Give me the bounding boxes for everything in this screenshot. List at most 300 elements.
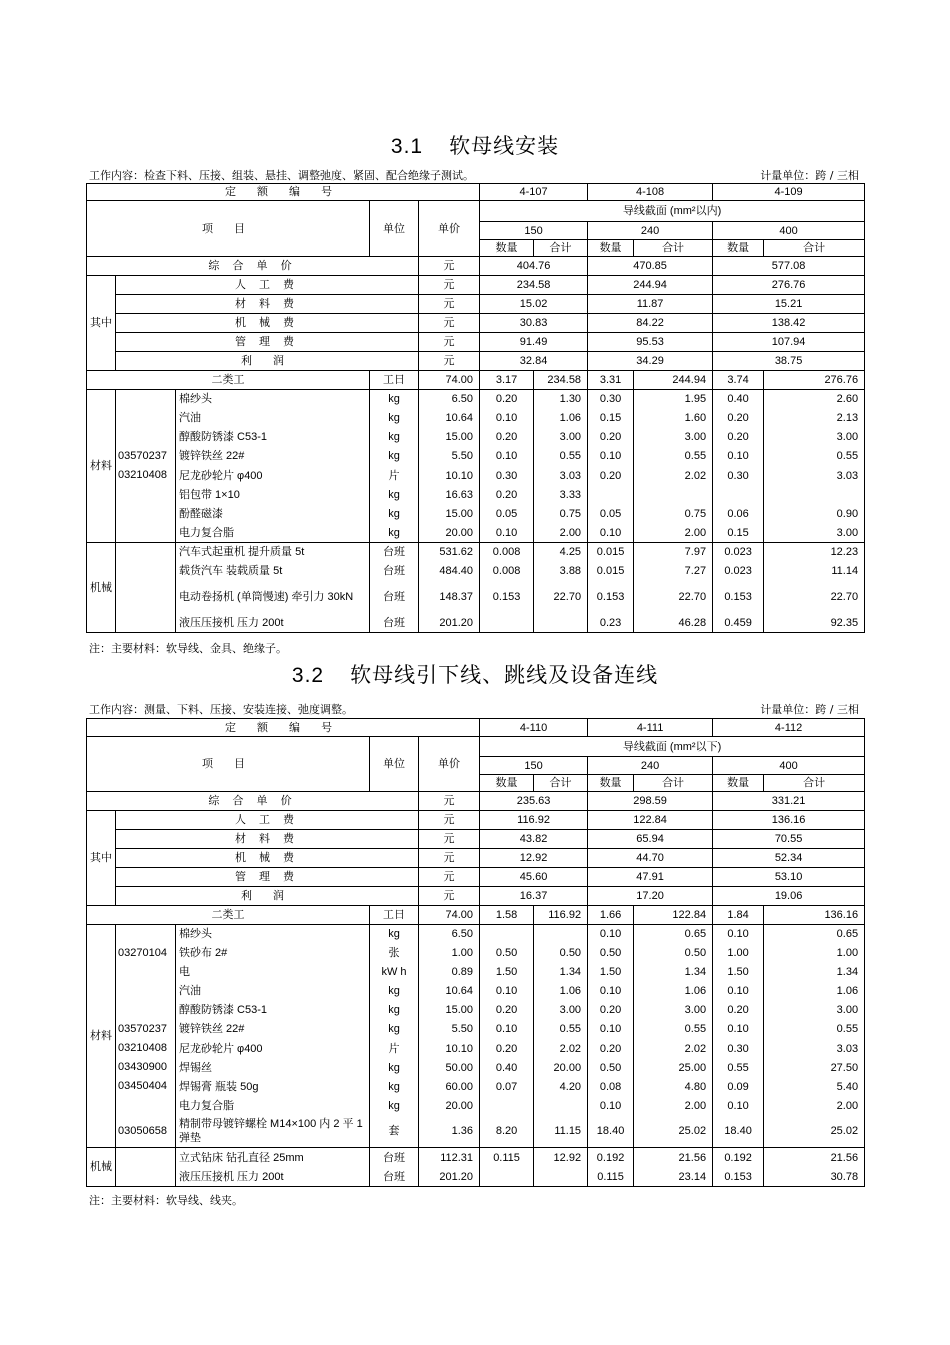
work-content: 工作内容：测量、下料、压接、安装连接、弛度调整。 <box>89 703 353 716</box>
resource-name: 汽油 <box>176 982 370 1001</box>
resource-qty: 0.10 <box>588 982 634 1001</box>
resource-qty <box>480 1167 534 1187</box>
resource-sum: 3.03 <box>764 466 865 485</box>
resource-unit: kg <box>370 1077 419 1096</box>
resource-price: 148.37 <box>419 581 480 613</box>
resource-qty: 0.30 <box>480 466 534 485</box>
resource-sum: 3.00 <box>534 1001 588 1020</box>
resource-qty: 0.023 <box>713 543 764 562</box>
resource-qty: 0.20 <box>480 428 534 447</box>
resource-code <box>116 409 175 428</box>
qty-header: 数量 <box>713 240 764 257</box>
resource-sum: 2.00 <box>764 1096 865 1115</box>
resource-price: 20.00 <box>419 523 480 542</box>
resource-qty: 0.30 <box>713 466 764 485</box>
resource-sum: 11.14 <box>764 562 865 581</box>
resource-qty: 0.20 <box>713 428 764 447</box>
resource-qty: 0.153 <box>713 581 764 613</box>
quota-code: 4-112 <box>713 719 865 737</box>
sum-header: 合计 <box>764 240 865 257</box>
resource-code <box>116 428 175 447</box>
resource-qty: 0.20 <box>480 1001 534 1020</box>
size-value: 400 <box>713 222 865 240</box>
quota-code-row <box>87 184 865 201</box>
resource-qty: 0.20 <box>588 1001 634 1020</box>
resource-qty: 0.23 <box>588 613 634 632</box>
resource-unit: kg <box>370 447 419 466</box>
resource-qty: 0.10 <box>713 925 764 944</box>
resource-sum: 1.00 <box>764 944 865 963</box>
resource-qty: 0.008 <box>480 543 534 562</box>
resource-sum: 2.13 <box>764 409 865 428</box>
resource-qty: 0.10 <box>480 1020 534 1039</box>
resource-name: 酚醛磁漆 <box>176 504 370 523</box>
resource-sum: 21.56 <box>634 1148 713 1168</box>
resource-name: 液压压接机 压力 200t <box>176 613 370 632</box>
breakdown-row: 机 械 费 元 12.92 44.70 52.34 <box>87 849 865 868</box>
resource-qty: 0.008 <box>480 562 534 581</box>
sum-header: 合计 <box>534 775 588 792</box>
category-label: 机械 <box>87 1148 116 1187</box>
quota-code: 4-107 <box>480 184 588 201</box>
resource-price: 6.50 <box>419 925 480 944</box>
resource-name: 汽车式起重机 提升质量 5t <box>176 543 370 562</box>
resource-qty: 0.20 <box>480 485 534 504</box>
resource-sum: 7.97 <box>634 543 713 562</box>
resource-unit: 台班 <box>370 613 419 632</box>
resource-row <box>87 447 865 466</box>
resource-sum: 1.34 <box>634 963 713 982</box>
quota-no-label: 定 额 编 号 <box>224 186 342 198</box>
resource-sum: 3.88 <box>534 562 588 581</box>
resource-code <box>116 982 175 1001</box>
resource-sum: 25.02 <box>764 1115 865 1147</box>
resource-qty: 0.20 <box>588 1039 634 1058</box>
resource-sum: 3.00 <box>764 1001 865 1020</box>
quota-code-row <box>87 719 865 737</box>
resource-sum: 25.02 <box>634 1115 713 1147</box>
resource-qty: 0.10 <box>713 1096 764 1115</box>
resource-code: 03450404 <box>118 1080 167 1092</box>
resource-qty: 0.20 <box>713 409 764 428</box>
resource-code: 03270104 <box>118 947 167 959</box>
resource-sum: 4.20 <box>534 1077 588 1096</box>
section-title <box>0 659 950 689</box>
qty-header: 数量 <box>480 240 534 257</box>
resource-unit: 台班 <box>370 562 419 581</box>
resource-qty: 1.50 <box>480 963 534 982</box>
resource-code <box>116 1167 175 1186</box>
resource-qty: 0.10 <box>480 523 534 542</box>
resource-qty: 0.05 <box>588 504 634 523</box>
breakdown-row: 管 理 费 元 45.60 47.91 53.10 <box>87 868 865 887</box>
resource-row <box>87 925 865 944</box>
resource-sum <box>534 1167 588 1187</box>
resource-qty: 0.30 <box>588 390 634 409</box>
work-content: 工作内容：检查下料、压接、组装、悬挂、调整弛度、紧固、配合绝缘子测试。 <box>89 169 474 182</box>
resource-qty: 0.15 <box>588 409 634 428</box>
resource-qty: 0.50 <box>588 944 634 963</box>
resource-price: 201.20 <box>419 1167 480 1187</box>
composite-price-row: 综 合 单 价 元 235.63 298.59 331.21 <box>87 792 865 811</box>
resource-unit: kg <box>370 409 419 428</box>
qty-header: 数量 <box>588 240 634 257</box>
resource-row <box>87 1096 865 1115</box>
resource-price: 112.31 <box>419 1148 480 1168</box>
resource-sum: 2.00 <box>634 523 713 542</box>
resource-qty: 0.09 <box>713 1077 764 1096</box>
resource-sum: 1.60 <box>634 409 713 428</box>
resource-price: 201.20 <box>419 613 480 632</box>
category-label: 机械 <box>87 543 116 633</box>
resource-sum: 2.60 <box>764 390 865 409</box>
resource-unit: kg <box>370 504 419 523</box>
size-value: 240 <box>588 222 713 240</box>
quota-code: 4-109 <box>713 184 865 201</box>
resource-code <box>116 925 175 944</box>
section-title-text: 软母线安装 <box>449 134 560 158</box>
resource-qty: 0.06 <box>713 504 764 523</box>
resource-qty: 0.30 <box>713 1039 764 1058</box>
resource-row <box>87 963 865 982</box>
size-value: 400 <box>713 757 865 775</box>
resource-code <box>116 485 175 504</box>
resource-qty: 0.15 <box>713 523 764 542</box>
category-label: 材料 <box>87 925 116 1148</box>
resource-sum: 0.55 <box>634 447 713 466</box>
resource-qty: 0.20 <box>713 1001 764 1020</box>
resource-name: 汽油 <box>176 409 370 428</box>
breakdown-row: 机 械 费 元 30.83 84.22 138.42 <box>87 314 865 333</box>
resource-name: 铝包带 1×10 <box>176 485 370 504</box>
resource-price: 5.50 <box>419 447 480 466</box>
resource-code: 03210408 <box>118 469 167 481</box>
resource-code <box>116 562 175 581</box>
resource-sum: 22.70 <box>534 581 588 613</box>
resource-code: 03050658 <box>118 1125 167 1137</box>
resource-price: 6.50 <box>419 390 480 409</box>
resource-row <box>87 1148 865 1168</box>
resource-sum: 20.00 <box>534 1058 588 1077</box>
resource-price: 15.00 <box>419 428 480 447</box>
resource-qty: 18.40 <box>713 1115 764 1147</box>
resource-unit: 片 <box>370 466 419 485</box>
resource-qty: 0.459 <box>713 613 764 632</box>
resource-sum: 1.06 <box>534 982 588 1001</box>
resource-sum: 1.06 <box>764 982 865 1001</box>
resource-qty: 0.10 <box>713 447 764 466</box>
resource-qty: 0.115 <box>480 1148 534 1168</box>
resource-price: 10.10 <box>419 1039 480 1058</box>
group-label: 其中 <box>87 276 116 371</box>
resource-code <box>116 504 175 523</box>
resource-sum: 3.00 <box>534 428 588 447</box>
resource-price: 10.64 <box>419 409 480 428</box>
qty-header: 数量 <box>713 775 764 792</box>
resource-sum: 3.03 <box>534 466 588 485</box>
resource-sum: 30.78 <box>764 1167 865 1187</box>
resource-sum <box>764 485 865 504</box>
resource-name: 载货汽车 装载质量 5t <box>176 562 370 581</box>
resource-sum: 0.65 <box>764 925 865 944</box>
section-title-text: 软母线引下线、跳线及设备连线 <box>350 663 659 687</box>
code-column <box>116 1148 176 1187</box>
resource-name: 电 <box>176 963 370 982</box>
resource-name: 电力复合脂 <box>176 523 370 542</box>
resource-qty: 8.20 <box>480 1115 534 1147</box>
resource-name: 铁砂布 2# <box>176 944 370 963</box>
resource-qty: 0.015 <box>588 543 634 562</box>
resource-name: 焊锡膏 瓶装 50g <box>176 1077 370 1096</box>
size-value: 150 <box>480 222 588 240</box>
section-meta <box>89 701 859 717</box>
resource-sum: 25.00 <box>634 1058 713 1077</box>
resource-sum: 27.50 <box>764 1058 865 1077</box>
resource-name: 醇酸防锈漆 C53-1 <box>176 1001 370 1020</box>
resource-qty: 0.10 <box>588 1096 634 1115</box>
resource-sum: 21.56 <box>764 1148 865 1168</box>
section-title <box>0 130 950 160</box>
resource-qty: 1.50 <box>588 963 634 982</box>
resource-price: 0.89 <box>419 963 480 982</box>
resource-row <box>87 1167 865 1187</box>
resource-qty: 0.023 <box>713 562 764 581</box>
section-number: 3.1 <box>390 135 424 158</box>
quota-table <box>86 183 865 633</box>
resource-sum: 22.70 <box>634 581 713 613</box>
resource-qty <box>480 925 534 944</box>
resource-qty <box>713 485 764 504</box>
resource-qty: 1.50 <box>713 963 764 982</box>
resource-sum: 0.75 <box>534 504 588 523</box>
size-value: 240 <box>588 757 713 775</box>
resource-price: 1.00 <box>419 944 480 963</box>
resource-sum: 0.50 <box>534 944 588 963</box>
resource-unit: kg <box>370 390 419 409</box>
resource-qty <box>588 485 634 504</box>
group-label: 其中 <box>87 811 116 906</box>
resource-row <box>87 390 865 409</box>
resource-qty: 0.55 <box>713 1058 764 1077</box>
resource-qty: 0.153 <box>588 581 634 613</box>
price-header: 单价 <box>419 737 480 792</box>
quota-code: 4-108 <box>588 184 713 201</box>
resource-unit: kg <box>370 925 419 944</box>
resource-row <box>87 409 865 428</box>
labor-row: 二类工 工日 74.00 3.17 234.58 3.31 244.94 3.74 276.76 <box>87 371 865 390</box>
resource-sum: 0.55 <box>534 447 588 466</box>
resource-price: 5.50 <box>419 1020 480 1039</box>
resource-code <box>116 1001 175 1020</box>
resource-sum: 0.55 <box>764 1020 865 1039</box>
section-size-header: 导线截面 (mm²以下) <box>480 737 865 757</box>
sum-header: 合计 <box>764 775 865 792</box>
section-size-header: 导线截面 (mm²以内) <box>480 201 865 222</box>
resource-sum: 0.65 <box>634 925 713 944</box>
resource-unit: kg <box>370 428 419 447</box>
resource-sum: 46.28 <box>634 613 713 632</box>
labor-row: 二类工 工日 74.00 1.58 116.92 1.66 122.84 1.84 136.16 <box>87 906 865 925</box>
resource-unit: 套 <box>370 1115 419 1147</box>
resource-sum: 2.02 <box>634 1039 713 1058</box>
resource-sum: 2.02 <box>534 1039 588 1058</box>
resource-price: 10.64 <box>419 982 480 1001</box>
resource-name: 电动卷扬机 (单筒慢速) 牵引力 30kN <box>176 581 370 613</box>
resource-sum: 4.80 <box>634 1077 713 1096</box>
resource-price: 60.00 <box>419 1077 480 1096</box>
resource-code <box>116 523 175 542</box>
resource-sum: 3.03 <box>764 1039 865 1058</box>
section-meta <box>89 167 859 183</box>
breakdown-row: 材 料 费 元 43.82 65.94 70.55 <box>87 830 865 849</box>
breakdown-row: 利 润 元 32.84 34.29 38.75 <box>87 352 865 371</box>
resource-sum: 0.50 <box>634 944 713 963</box>
resource-code: 03430900 <box>118 1061 167 1073</box>
resource-name: 立式钻床 钻孔直径 25mm <box>176 1148 370 1168</box>
resource-sum: 3.00 <box>764 523 865 542</box>
qty-header: 数量 <box>480 775 534 792</box>
resource-sum: 11.15 <box>534 1115 588 1147</box>
resource-qty: 1.00 <box>713 944 764 963</box>
resource-sum: 4.25 <box>534 543 588 562</box>
resource-qty: 0.08 <box>588 1077 634 1096</box>
resource-sum: 1.34 <box>764 963 865 982</box>
resource-unit: 张 <box>370 944 419 963</box>
resource-code: 03570237 <box>118 450 167 462</box>
composite-price-row: 综 合 单 价 元 404.76 470.85 577.08 <box>87 257 865 276</box>
resource-row <box>87 523 865 542</box>
resource-name: 醇酸防锈漆 C53-1 <box>176 428 370 447</box>
resource-qty: 0.192 <box>588 1148 634 1168</box>
resource-qty: 0.10 <box>713 1020 764 1039</box>
resource-price: 50.00 <box>419 1058 480 1077</box>
resource-unit: kg <box>370 1058 419 1077</box>
resource-unit: kW h <box>370 963 419 982</box>
resource-code <box>116 1148 175 1167</box>
resource-row <box>87 1115 865 1147</box>
resource-sum <box>534 1096 588 1115</box>
resource-name: 棉纱头 <box>176 390 370 409</box>
quota-code: 4-111 <box>588 719 713 737</box>
resource-sum: 1.06 <box>534 409 588 428</box>
resource-row <box>87 543 865 562</box>
resource-qty: 0.10 <box>713 982 764 1001</box>
resource-qty: 18.40 <box>588 1115 634 1147</box>
resource-row <box>87 485 865 504</box>
resource-name: 尼龙砂轮片 φ400 <box>176 1039 370 1058</box>
resource-unit: kg <box>370 1001 419 1020</box>
resource-price: 16.63 <box>419 485 480 504</box>
resource-qty: 0.192 <box>713 1148 764 1168</box>
resource-unit: kg <box>370 1096 419 1115</box>
resource-sum: 3.00 <box>634 428 713 447</box>
resource-row <box>87 982 865 1001</box>
measure-unit: 计量单位：跨 / 三相 <box>760 169 859 182</box>
resource-sum: 0.55 <box>534 1020 588 1039</box>
resource-row <box>87 1039 865 1058</box>
resource-unit: 台班 <box>370 1167 419 1187</box>
resource-qty: 0.40 <box>480 1058 534 1077</box>
resource-qty: 0.10 <box>588 925 634 944</box>
resource-sum: 12.23 <box>764 543 865 562</box>
quota-table <box>86 718 865 1187</box>
unit-header: 单位 <box>370 201 419 257</box>
resource-sum: 1.30 <box>534 390 588 409</box>
resource-sum: 2.00 <box>534 523 588 542</box>
resource-unit: 片 <box>370 1039 419 1058</box>
resource-unit: 台班 <box>370 581 419 613</box>
item-label: 项 目 <box>201 758 255 770</box>
resource-sum: 3.00 <box>634 1001 713 1020</box>
resource-sum: 23.14 <box>634 1167 713 1187</box>
resource-unit: kg <box>370 523 419 542</box>
resource-sum: 3.33 <box>534 485 588 504</box>
resource-code <box>116 963 175 982</box>
section-number: 3.2 <box>291 664 325 687</box>
resource-price: 10.10 <box>419 466 480 485</box>
resource-row <box>87 581 865 613</box>
resource-sum: 2.02 <box>634 466 713 485</box>
resource-qty: 0.10 <box>588 523 634 542</box>
resource-name: 电力复合脂 <box>176 1096 370 1115</box>
breakdown-row: 管 理 费 元 91.49 95.53 107.94 <box>87 333 865 352</box>
breakdown-row: 利 润 元 16.37 17.20 19.06 <box>87 887 865 906</box>
resource-qty: 0.50 <box>480 944 534 963</box>
resource-qty: 0.07 <box>480 1077 534 1096</box>
resource-row <box>87 1058 865 1077</box>
resource-name: 尼龙砂轮片 φ400 <box>176 466 370 485</box>
resource-sum: 0.75 <box>634 504 713 523</box>
resource-row <box>87 1001 865 1020</box>
resource-price: 531.62 <box>419 543 480 562</box>
resource-qty <box>480 1096 534 1115</box>
resource-sum <box>534 925 588 944</box>
resource-name: 焊锡丝 <box>176 1058 370 1077</box>
resource-row <box>87 1077 865 1096</box>
resource-row <box>87 428 865 447</box>
resource-sum: 0.90 <box>764 504 865 523</box>
resource-qty: 0.153 <box>713 1167 764 1187</box>
resource-row <box>87 1020 865 1039</box>
resource-qty: 0.10 <box>588 1020 634 1039</box>
size-value: 150 <box>480 757 588 775</box>
resource-row <box>87 613 865 632</box>
resource-sum: 22.70 <box>764 581 865 613</box>
resource-code <box>116 613 175 632</box>
resource-sum: 0.55 <box>634 1020 713 1039</box>
resource-price: 1.36 <box>419 1115 480 1147</box>
sum-header: 合计 <box>634 240 713 257</box>
resource-qty: 0.20 <box>480 1039 534 1058</box>
resource-unit: kg <box>370 982 419 1001</box>
resource-qty: 0.20 <box>588 428 634 447</box>
breakdown-row: 其中 人 工 费 元 234.58 244.94 276.76 <box>87 276 865 295</box>
quota-no-label: 定 额 编 号 <box>224 721 342 734</box>
code-column <box>116 543 176 633</box>
resource-qty: 0.153 <box>480 581 534 613</box>
resource-qty: 0.40 <box>713 390 764 409</box>
resource-qty: 0.05 <box>480 504 534 523</box>
resource-unit: 台班 <box>370 543 419 562</box>
quota-code: 4-110 <box>480 719 588 737</box>
resource-qty: 0.015 <box>588 562 634 581</box>
breakdown-row: 材 料 费 元 15.02 11.87 15.21 <box>87 295 865 314</box>
resource-name: 液压压接机 压力 200t <box>176 1167 370 1187</box>
code-column <box>116 390 176 543</box>
resource-unit: 台班 <box>370 1148 419 1168</box>
resource-sum: 1.06 <box>634 982 713 1001</box>
resource-qty: 0.10 <box>588 447 634 466</box>
